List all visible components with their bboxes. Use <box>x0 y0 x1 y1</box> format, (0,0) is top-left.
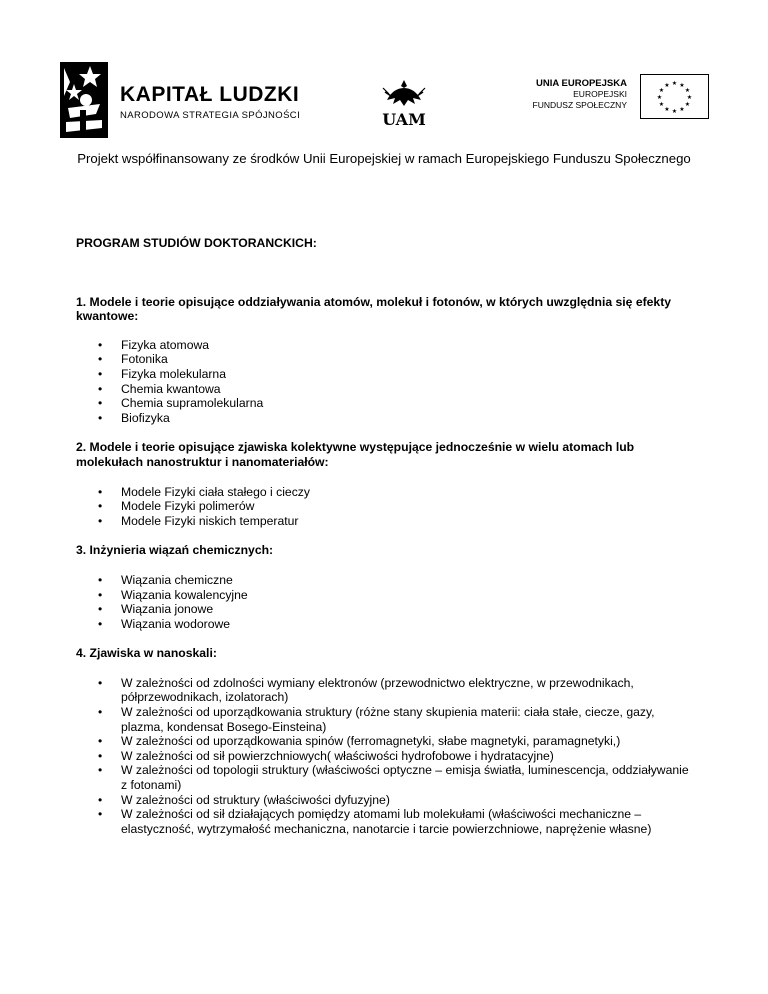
section-2-title <box>76 440 696 469</box>
list-item: • W zależności od zdolności wymiany elektronów (przewodnictwo elektryczne, w przewodnikach, półprzewodnikach, izolatorach) <box>76 676 696 705</box>
list-item: • Chemia kwantowa <box>76 382 696 397</box>
eu-line-3: FUNDUSZ SPOŁECZNY <box>532 100 627 110</box>
kapital-ludzki-subtitle: NARODOWA STRATEGIA SPÓJNOŚCI <box>120 110 301 121</box>
kapital-ludzki-title: KAPITAŁ LUDZKI <box>120 83 300 106</box>
eu-line-1: UNIA EUROPEJSKA <box>536 78 627 89</box>
uam-eagle-logo-icon <box>381 78 427 128</box>
svg-text:★: ★ <box>684 87 691 94</box>
section-3-list <box>76 573 696 631</box>
list-item: • Fotonika <box>76 352 696 367</box>
svg-text:★: ★ <box>684 101 691 108</box>
list-item: • Wiązania kowalencyjne <box>76 588 696 603</box>
eu-flag-icon <box>640 74 709 119</box>
cofunding-statement: Projekt współfinansowany ze środków Unii Europejskiej w ramach Europejskiego Funduszu Społecznego <box>77 151 691 166</box>
list-item: • Modele Fizyki ciała stałego i cieczy <box>76 485 696 500</box>
section-4-title: 4. Zjawiska w nanoskali: <box>76 646 217 661</box>
list-item: • W zależności od topologii struktury (właściwości optyczne – emisja światła, luminescencja, oddziaływanie z fotonami) <box>76 763 696 792</box>
list-item: • W zależności od sił powierzchniowych( właściwości hydrofobowe i hydratacyjne) <box>76 749 696 764</box>
section-1-list <box>76 338 696 426</box>
svg-text:★: ★ <box>679 82 685 89</box>
section-1-title: 1. Modele i teorie opisujące oddziaływania atomów, molekuł i fotonów, w których uwzględnia się efekty kwantowe: <box>76 294 672 324</box>
program-title: PROGRAM STUDIÓW DOKTORANCKICH: <box>76 236 317 250</box>
svg-text:★: ★ <box>658 101 665 108</box>
uam-logo-text: UAM <box>382 110 426 128</box>
svg-text:★: ★ <box>679 106 685 113</box>
section-2-list <box>76 485 696 529</box>
list-item: • Wiązania chemiczne <box>76 573 696 588</box>
svg-text:★: ★ <box>658 87 665 94</box>
list-item: • W zależności od sił działających pomiędzy atomami lub molekułami (właściwości mechaniczne – elastyczność, wytrzymałość mechaniczna, nanotarcie i tarcie powierzchniowe, naprężenie własne) <box>76 807 696 836</box>
svg-text:★: ★ <box>671 108 678 115</box>
eu-stars-circle <box>641 75 708 118</box>
svg-text:★: ★ <box>671 80 678 87</box>
section-2-title-text: 2. Modele i teorie opisujące zjawiska kolektywne występujące jednocześnie w wielu atomach lub molekułach nanostruktur i nanomateriałów: <box>76 440 635 469</box>
kapital-ludzki-logo-icon <box>60 62 108 138</box>
list-item: • W zależności od struktury (właściwości dyfuzyjne) <box>76 793 696 808</box>
eu-logo-text <box>533 78 627 111</box>
eu-line-2: EUROPEJSKI <box>573 89 627 99</box>
kapital-ludzki-logo <box>60 62 310 138</box>
list-item: • Modele Fizyki polimerów <box>76 499 696 514</box>
section-4-list <box>76 676 696 837</box>
list-item: • Fizyka atomowa <box>76 338 696 353</box>
section-3-title: 3. Inżynieria wiązań chemicznych: <box>76 543 274 558</box>
list-item: • Modele Fizyki niskich temperatur <box>76 514 696 529</box>
list-item: • W zależności od uporządkowania spinów (ferromagnetyki, słabe magnetyki, paramagnetyki,) <box>76 734 696 749</box>
list-item: • Chemia supramolekularna <box>76 396 696 411</box>
svg-text:★: ★ <box>664 106 670 113</box>
svg-text:★: ★ <box>686 94 693 101</box>
list-item: • Fizyka molekularna <box>76 367 696 382</box>
document-body <box>76 236 696 836</box>
svg-text:★: ★ <box>656 94 663 101</box>
list-item: • Wiązania jonowe <box>76 602 696 617</box>
svg-text:★: ★ <box>664 82 670 89</box>
list-item: • Wiązania wodorowe <box>76 617 696 632</box>
list-item: • Biofizyka <box>76 411 696 426</box>
list-item: • W zależności od uporządkowania struktury (różne stany skupienia materii: ciała stałe, ciecze, gazy, plazma, kondensat Bosego-Einsteina) <box>76 705 696 734</box>
